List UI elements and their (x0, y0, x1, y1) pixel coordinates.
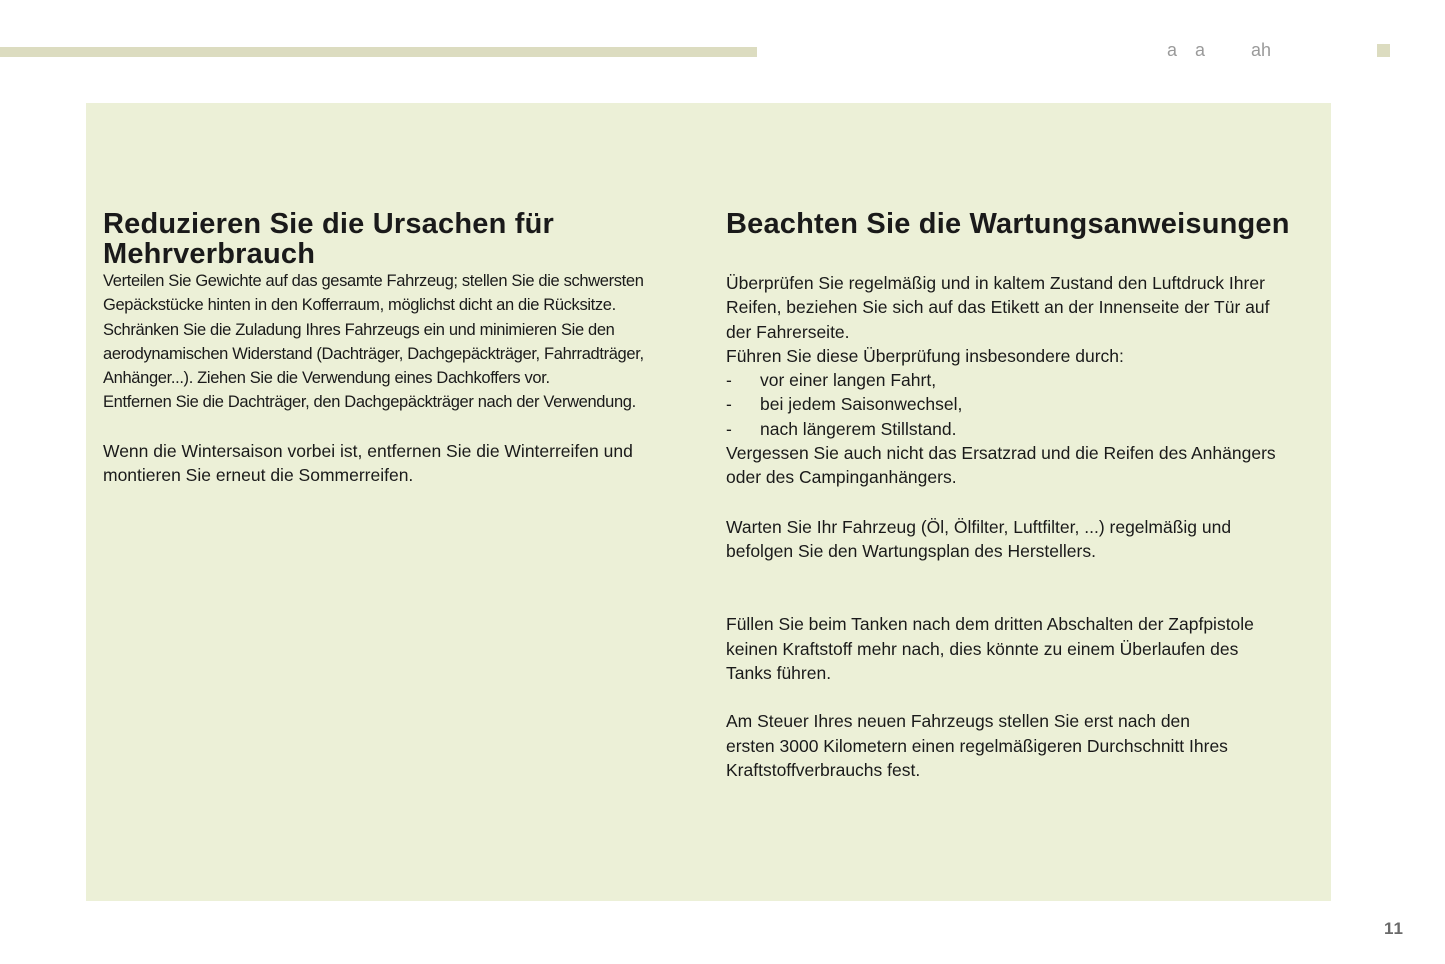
text-line: oder des Campinganhängers. (726, 467, 957, 488)
text-line: Anhänger...). Ziehen Sie die Verwendung eines Dachkoffers vor. (103, 369, 550, 388)
header-letter: a (1167, 40, 1178, 60)
text-line: Reifen, beziehen Sie sich auf das Etikett an der Innenseite der Tür auf (726, 297, 1270, 318)
left-body (103, 269, 703, 488)
list-item (726, 392, 1326, 416)
text-line: Kraftstoffverbrauchs fest. (726, 760, 921, 781)
text-line: Führen Sie diese Überprüfung insbesondere durch: (726, 345, 1124, 366)
text-line: Entfernen Sie die Dachträger, den Dachgepäckträger nach der Verwendung. (103, 393, 636, 412)
dash-bullet: - (726, 370, 732, 391)
list-item (726, 417, 1326, 441)
text-line: keinen Kraftstoff mehr nach, dies könnte zu einem Überlaufen des (726, 638, 1239, 659)
text-line: Wenn die Wintersaison vorbei ist, entfernen Sie die Winterreifen und (103, 441, 633, 462)
winter-paragraph (103, 439, 703, 488)
text-line: Überprüfen Sie regelmäßig und in kaltem Zustand den Luftdruck Ihrer (726, 273, 1265, 293)
fuel-paragraph (726, 612, 1326, 685)
text-line: der Fahrerseite. (726, 321, 850, 342)
text-line: ersten 3000 Kilometern einen regelmäßigeren Durchschnitt Ihres (726, 735, 1228, 756)
page-number: 11 (1384, 919, 1404, 938)
text-line: aerodynamischen Widerstand (Dachträger, Dachgepäckträger, Fahrradträger, (103, 344, 644, 363)
header-rule (0, 47, 757, 57)
text-line: befolgen Sie den Wartungsplan des Herstellers. (726, 540, 1096, 561)
header-letter: ah (1251, 40, 1272, 60)
list-item-text: vor einer langen Fahrt, (760, 370, 937, 391)
list-item-text: nach längerem Stillstand. (760, 418, 957, 439)
text-line: montieren Sie erneut die Sommerreifen. (103, 465, 414, 486)
header-letter: a (1195, 40, 1206, 60)
text-line: Schränken Sie die Zuladung Ihres Fahrzeugs ein und minimieren Sie den (103, 320, 615, 339)
right-column (726, 209, 1326, 782)
weight-paragraph (103, 269, 703, 415)
text-line: Am Steuer Ihres neuen Fahrzeugs stellen Sie erst nach den (726, 711, 1191, 732)
right-heading: Beachten Sie die Wartungsanweisungen (726, 208, 1290, 240)
service-paragraph (726, 515, 1326, 564)
chapter-marker-square (1377, 44, 1390, 57)
list-item (726, 368, 1326, 392)
left-heading: Reduzieren Sie die Ursachen für Mehrverbrauch (103, 208, 554, 270)
right-body (726, 239, 1326, 782)
check-list (726, 368, 1326, 441)
text-line: Tanks führen. (726, 662, 832, 683)
dash-bullet: - (726, 418, 732, 439)
spare-paragraph (726, 441, 1326, 490)
left-column (103, 209, 703, 488)
content-panel (86, 103, 1331, 901)
text-line: Füllen Sie beim Tanken nach dem dritten Abschalten der Zapfpistole (726, 614, 1254, 635)
pressure-paragraph (726, 271, 1326, 368)
text-line: Vergessen Sie auch nicht das Ersatzrad und die Reifen des Anhängers (726, 443, 1276, 464)
list-item-text: bei jedem Saisonwechsel, (760, 394, 963, 415)
new-car-paragraph (726, 709, 1326, 782)
text-line: Gepäckstücke hinten in den Kofferraum, möglichst dicht an die Rücksitze. (103, 296, 616, 315)
text-line: Warten Sie Ihr Fahrzeug (Öl, Ölfilter, Luftfilter, ...) regelmäßig und (726, 516, 1232, 537)
dash-bullet: - (726, 394, 732, 415)
text-line: Verteilen Sie Gewichte auf das gesamte Fahrzeug; stellen Sie die schwersten (103, 272, 644, 290)
